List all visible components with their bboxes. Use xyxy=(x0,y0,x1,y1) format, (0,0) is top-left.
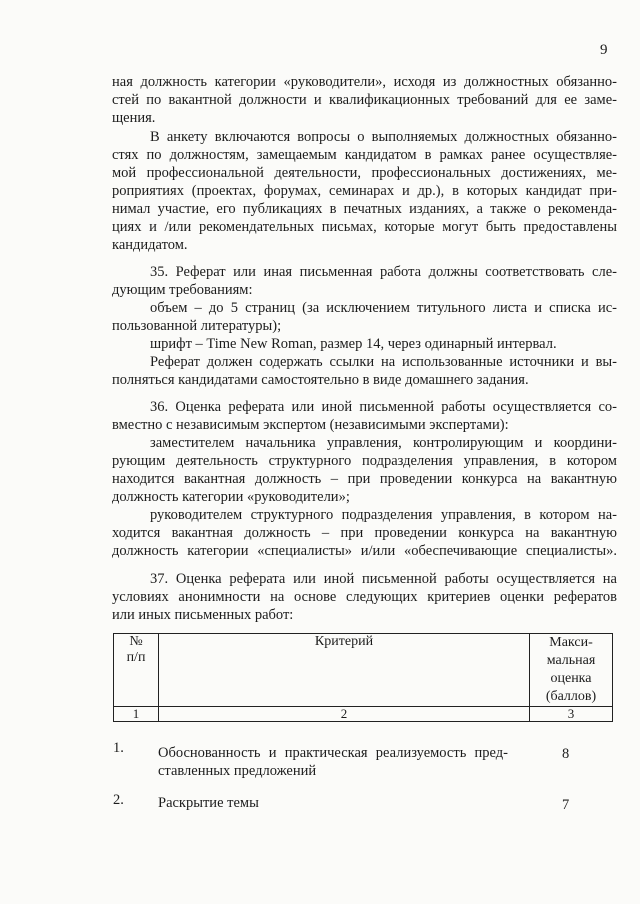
text-line: должность категории «руководители»; xyxy=(112,489,350,505)
text-line: кандидатом. xyxy=(112,237,188,253)
item-text-line: ставленных предложений xyxy=(158,763,317,779)
text-line: должность категории «специалисты» и/или «обеспечивающие специалисты». xyxy=(112,543,617,559)
header-num-line: № xyxy=(129,634,143,649)
page-number: 9 xyxy=(600,42,608,58)
column-number-row xyxy=(114,707,613,722)
text-line: мой профессиональной деятельности, профессиональных достижениях, ме- xyxy=(112,165,617,181)
header-score-line: оценка xyxy=(550,671,592,686)
text-line: рующим деятельность структурного подразделения управления, в котором xyxy=(112,453,617,469)
item-text xyxy=(158,794,508,812)
column-number: 2 xyxy=(159,707,530,722)
header-score-line: мальная xyxy=(546,653,596,668)
item-score: 7 xyxy=(562,797,570,813)
item-text xyxy=(158,744,508,780)
criteria-table xyxy=(113,633,613,722)
text-line: условиях анонимности на основе следующих критериев оценки рефератов xyxy=(112,589,617,605)
header-score-line: Макси- xyxy=(549,635,593,650)
text-line: ная должность категории «руководители», исходя из должностных обязанно- xyxy=(112,74,617,90)
header-score-line: (баллов) xyxy=(545,689,597,704)
text-line: руководителем структурного подразделения управления, в котором на- xyxy=(150,507,617,523)
item-number: 2. xyxy=(113,792,124,808)
header-score xyxy=(530,634,613,707)
text-line: щения. xyxy=(112,110,156,126)
text-line: полняться кандидатами самостоятельно в виде домашнего задания. xyxy=(112,372,529,388)
text-line: или иных письменных работ: xyxy=(112,607,294,623)
text-line: заместителем начальника управления, контролирующим и координи- xyxy=(150,435,617,451)
item-number: 1. xyxy=(113,740,124,756)
text-line: шрифт – Time New Roman, размер 14, через одинарный интервал. xyxy=(150,336,557,352)
column-number: 1 xyxy=(114,707,159,722)
text-line: 36. Оценка реферата или иной письменной работы осуществляется со- xyxy=(150,399,617,415)
column-number: 3 xyxy=(530,707,613,722)
text-line: дующим требованиям: xyxy=(112,282,253,298)
text-line: вместно с независимым экспертом (независимыми экспертами): xyxy=(112,417,509,433)
text-line: объем – до 5 страниц (за исключением титульного листа и списка ис- xyxy=(150,300,617,316)
item-text-line: Обоснованность и практическая реализуемость пред- xyxy=(158,745,508,761)
text-line: циях и /или рекомендательных письмах, которые могут быть предоставлены xyxy=(112,219,617,235)
table-header-row xyxy=(114,634,613,707)
text-line: В анкету включаются вопросы о выполняемых должностных обязанно- xyxy=(150,129,617,145)
header-criterion: Критерий xyxy=(159,634,530,707)
text-line: Реферат должен содержать ссылки на использованные источники и вы- xyxy=(150,354,617,370)
item-text-line: Раскрытие темы xyxy=(158,795,259,811)
text-line: роприятиях (проектах, форумах, семинарах и др.), в которых кандидат при- xyxy=(112,183,617,199)
text-line: пользованной литературы); xyxy=(112,318,282,334)
text-line: стях по должностям, замещаемым кандидатом в рамках ранее осуществляе- xyxy=(112,147,617,163)
text-line: 37. Оценка реферата или иной письменной работы осуществляется на xyxy=(150,571,617,587)
text-line: стей по вакантной должности и квалификационных требований для ее заме- xyxy=(112,92,617,108)
item-score: 8 xyxy=(562,746,570,762)
header-num-line: п/п xyxy=(126,650,146,665)
text-line: 35. Реферат или иная письменная работа должны соответствовать сле- xyxy=(150,264,617,280)
text-line: находится вакантная должность – при проведении конкурса на вакантную xyxy=(112,471,617,487)
text-line: ходится вакантная должность – при проведении конкурса на вакантную xyxy=(112,525,617,541)
text-line: нимал участие, его публикациях в печатных изданиях, а также о рекоменда- xyxy=(112,201,617,217)
header-num xyxy=(114,634,159,707)
